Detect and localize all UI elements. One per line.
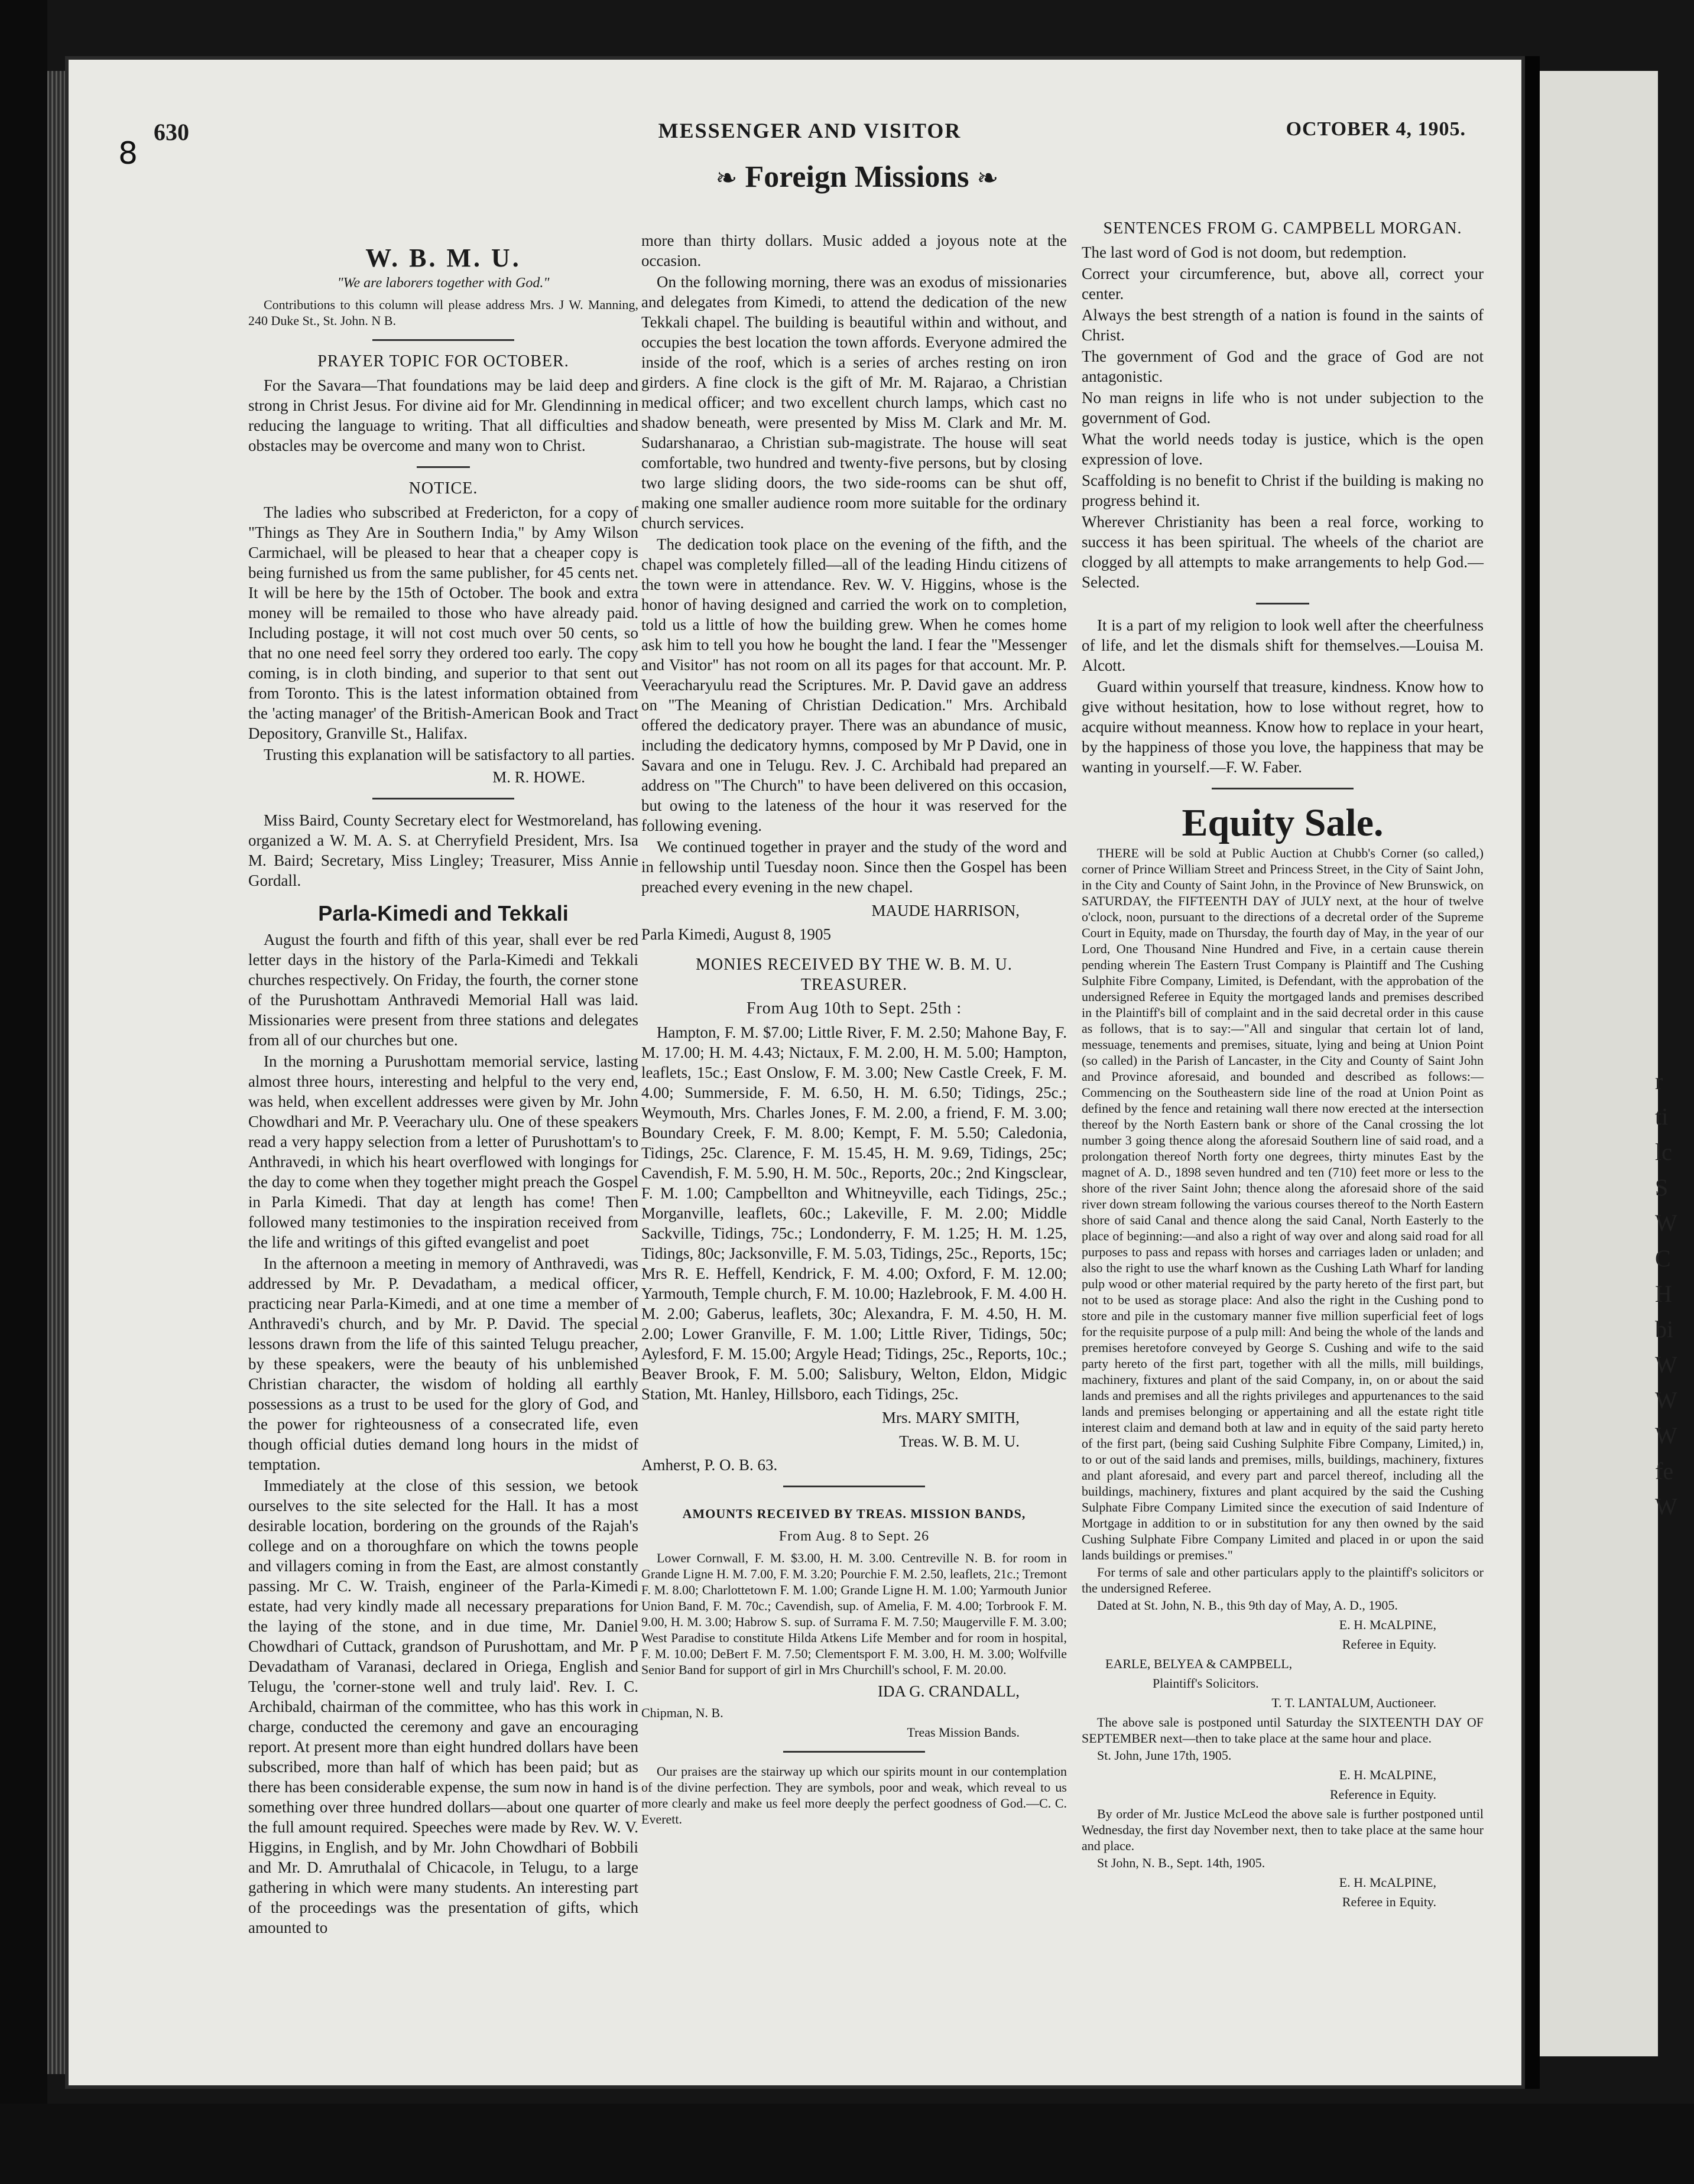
adjacent-page-letters	[1655, 1064, 1690, 1525]
praises-quote: Our praises are the stairway up which our spirits mount in our contemplation of the divine perfection. They are symbols, poor and weak, which reveal to us more clearly and make us feel more deeply the perfect goodness of God.—C. C. Everett.	[641, 1764, 1067, 1826]
band-treasurer: IDA G. CRANDALL,	[878, 1682, 1020, 1700]
monies-heading: MONIES RECEIVED BY THE W. B. M. U. TREASURER.	[696, 956, 1012, 994]
adjacent-letter: C	[1655, 1245, 1671, 1272]
article-paragraph: more than thirty dollars. Music added a joyous note at the occasion.	[641, 232, 1067, 269]
solicitors-title: Plaintiff's Solicitors.	[1153, 1676, 1259, 1691]
adjacent-letter: fe	[1655, 1458, 1674, 1484]
list-item: Correct your circumference, but, above all, correct your center.	[1082, 265, 1484, 303]
divider	[783, 1486, 925, 1487]
amounts-heading: AMOUNTS RECEIVED BY TREAS. MISSION BANDS,	[682, 1506, 1026, 1521]
article-paragraph: We continued together in prayer and the study of the word and in fellowship until Tuesday noon. Since then the Gospel has been preached every evening in the new chapel.	[641, 838, 1067, 896]
referee-title: Referee in Equity.	[1342, 1894, 1436, 1909]
adjacent-page-edge	[1540, 71, 1658, 2056]
list-item: Scaffolding is no benefit to Christ if the building is making no progress behind it.	[1082, 472, 1484, 509]
adjacent-letter: bi	[1655, 1316, 1674, 1343]
adjacent-letter: r	[1655, 1068, 1663, 1094]
article-paragraph: In the afternoon a meeting in memory of Anthravedi, was addressed by Mr. P. Devadatham, a medical officer, practicing near Parla-Kimedi, and at one time a member of Anthravedi's church, and by Mr. P. David. The special lessons drawn from the life of this sainted Telugu preacher, by these speakers, were the beauty of his unblemished Christian character, the wisdom of holding all earthly possessions as a trust to be used for the glory of God, and the power for righteousness of a consecrated life, even though official duties demand long hours in the midst of temptation.	[248, 1254, 638, 1473]
auctioneer: T. T. LANTALUM, Auctioneer.	[1271, 1695, 1436, 1710]
issue-date: OCTOBER 4, 1905.	[1286, 118, 1466, 140]
amounts-list: Lower Cornwall, F. M. $3.00, H. M. 3.00. Centreville N. B. for room in Grande Ligne H. M. 7.00, F. M. 3.20; Pourchie F. M. 2.50, leaflets, 21c.; Tremont F. M. 8.00; Charlottetown F. M. 1.00; Grande Ligne H. M. 1.00; Yarmouth Junior Union Band, F. M. 70c.; Cavendish, sup. of Amelia, F. M. 4.00; Torbrook F. M. 9.00, H. M. 3.00; Habrow S. sup. of Surrama F. M. 7.50; Maugerville F. M. 3.00; West Paradise to constitute Hilda Atkens Life Member and for room in hospital, F. M. 10.00; DeBert F. M. 7.50; Clementsport F. M. 3.00, H. M. 3.00; Wolfville Senior Band for support of girl in Mrs Churchill's school, F. M. 20.00.	[641, 1551, 1067, 1677]
postponed-notice: The above sale is postponed until Saturday the SIXTEENTH DAY OF SEPTEMBER next—then to take place at the same hour and place.	[1082, 1715, 1484, 1746]
postponed-dated: St. John, June 17th, 1905.	[1097, 1748, 1232, 1763]
divider	[1212, 788, 1354, 789]
monies-list: Hampton, F. M. $7.00; Little River, F. M. 2.50; Mahone Bay, F. M. 17.00; H. M. 4.43; Nictaux, F. M. 2.00, H. M. 5.00; Hampton, leaflets, 15c.; East Onslow, F. M. 3.00; New Castle Creek, F. M. 4.00; Summerside, F. M. 6.50, H. M. 6.50; Tidings, 25c.; Weymouth, Mrs. Charles Jones, F. M. 2.00, a friend, F. M. 3.00; Boundary Creek, F. M. 8.00; Kempt, F. M. 5.50; Caledonia, Tidings, 25c. Clarence, F. M. 15.45, H. M. 9.69, Tidings, 25c; Cavendish, F. M. 5.90, H. M. 50c., Reports, 20c.; 2nd Kingsclear, F. M. 1.00; Campbellton and Whitneyville, each Tidings, 25c.; Morganville, leaflets, 60c.; Lakeville, F. M. 2.00; Middle Sackville, Tidings, 75c.; Londonderry, F. M. 1.25; H. M. 1.25, Tidings, 80c; Jacksonville, F. M. 5.03, Tidings, 25c., Reports, 15c; Mrs R. E. Heffell, Kendrick, F. M. 4.00; Oxford, F. M. 12.00; Yarmouth, Temple church, F. M. 10.00; Hazlebrook, F. M. 4.00 H. M. 2.00; Gaberus, leaflets, 30c; Alexandra, F. M. 4.50, H. M. 2.00; Lower Granville, F. M. 1.00; Little River, Tidings, 50c; Aylesford, F. M. 15.00; Argyle Head; Tidings, 25c., Reports, 10c.; Beaver Brook, F. M. 5.00; Salisbury, Welton, Eldon, Midgic Station, Mt. Hanley, Hillsboro, each Tidings, 25c.	[641, 1023, 1067, 1403]
alcott-quote: It is a part of my religion to look well after the cheerfulness of life, and let the dismals shift for themselves.—Louisa M. Alcott.	[1082, 616, 1484, 674]
divider	[417, 466, 470, 468]
list-item: What the world needs today is justice, which is the open expression of love.	[1082, 430, 1484, 468]
list-item: The government of God and the grace of God are not antagonistic.	[1082, 347, 1484, 385]
postponed-dated: St John, N. B., Sept. 14th, 1905.	[1097, 1855, 1265, 1870]
amounts-period: From Aug. 8 to Sept. 26	[778, 1529, 930, 1544]
solicitors-name: EARLE, BELYEA & CAMPBELL,	[1105, 1656, 1293, 1671]
referee-name: E. H. McALPINE,	[1339, 1875, 1436, 1890]
parla-heading: Parla-Kimedi and Tekkali	[318, 901, 569, 925]
divider	[372, 798, 514, 800]
article-paragraph: Immediately at the close of this session, we betook ourselves to the site selected for the Hall. It has a most desirable location, bordering on the grounds of the Rajah's college and on a thoroughfare on which the towns people and villagers coming in from the East, are almost constantly passing. Mr C. W. Traish, engineer of the Parla-Kimedi estate, had very kindly made all necessary preparations for the laying of the stone, and in due time, Mr. Daniel Chowdhari of Cuttack, grandson of Purushottam, and Mr. P Devadatham of Varanasi, declared in Oriega, English and Telugu, the 'corner-stone well and truly laid'. Rev. I. C. Archibald, chairman of the committee, who has this work in charge, conducted the ceremony and gave an encouraging report. At present more than eight hundred dollars have been subscribed, more than half of which has been paid; but as there has been considerable expense, the sum now in hand is something over three hundred dollars—about one quarter of the full amount required. Speeches were made by Rev. W. V. Higgins, in English, and by Mr. John Chowdhari of Bobbili and Mr. D. Amruthalal of Chicacole, in Telugu, to a large gathering in which were many students. An interesting part of the proceedings was the presentation of gifts, which amounted to	[248, 1477, 638, 1936]
article-paragraph: August the fourth and fifth of this year, shall ever be red letter days in the history of the Parla-Kimedi and Tekkali churches respectively. On Friday, the fourth, the corner stone of the Purushottam Anthravedi Memorial Hall was laid. Missionaries were present from three stations and delegates from all of our churches but one.	[248, 931, 638, 1049]
baird-note: Miss Baird, County Secretary elect for Westmoreland, has organized a W. M. A. S. at Cherryfield President, Mrs. Isa M. Baird; Secretary, Miss Lingley; Treasurer, Miss Annie Gordall.	[248, 811, 638, 889]
column-3	[1082, 219, 1484, 1913]
newspaper-name: MESSENGER AND VISITOR	[658, 119, 962, 142]
adjacent-letter: W	[1655, 1422, 1677, 1449]
list-item: The last word of God is not doom, but redemption.	[1082, 243, 1407, 261]
adjacent-letter: H	[1655, 1280, 1672, 1307]
page-number: 630	[154, 119, 189, 145]
section-title	[650, 160, 1064, 194]
column-1	[248, 230, 638, 1939]
list-item: Wherever Christianity has been a real force, working to success it has been spiritual. The wheels of the chariot are clogged by all attempts to make arrangements to help God.—Selected.	[1082, 513, 1484, 591]
band-place: Chipman, N. B.	[641, 1705, 723, 1720]
postponed-notice: By order of Mr. Justice McLeod the above sale is further postponed until Wednesday, the first day November next, then to take place at the same hour and place.	[1082, 1806, 1484, 1853]
scan-border-bottom	[0, 2104, 1694, 2184]
notice-paragraph: Trusting this explanation will be satisfactory to all parties.	[264, 746, 635, 763]
equity-terms: For terms of sale and other particulars apply to the plaintiff's solicitors or the undersigned Referee.	[1082, 1565, 1484, 1595]
faber-quote: Guard within yourself that treasure, kindness. Know how to give without hesitation, how to lose without regret, how to acquire without meanness. Know how to replace in your heart, by the happiness of those you love, the happiness that may be wanting in yourself.—F. W. Faber.	[1082, 678, 1484, 776]
sentences-heading: SENTENCES FROM G. CAMPBELL MORGAN.	[1103, 219, 1462, 238]
column-2	[641, 230, 1067, 1828]
list-item: Always the best strength of a nation is found in the saints of Christ.	[1082, 306, 1484, 344]
adjacent-letter: lc	[1655, 1139, 1672, 1165]
scan-border-left	[0, 0, 47, 2184]
prayer-heading: PRAYER TOPIC FOR OCTOBER.	[317, 352, 569, 370]
notice-heading: NOTICE.	[408, 479, 478, 498]
equity-dated: Dated at St. John, N. B., this 9th day of May, A. D., 1905.	[1097, 1598, 1398, 1613]
referee-name: E. H. McALPINE,	[1339, 1617, 1436, 1632]
treasurer-place: Amherst, P. O. B. 63.	[641, 1456, 778, 1474]
treasurer-title: Treas. W. B. M. U.	[899, 1432, 1020, 1450]
leaf-ornament-icon: ❧	[976, 163, 999, 193]
leaf-ornament-icon: ❧	[715, 163, 738, 193]
wbmu-heading: W. B. M. U.	[365, 243, 521, 272]
list-item: No man reigns in life who is not under subjection to the government of God.	[1082, 389, 1484, 427]
monies-period: From Aug 10th to Sept. 25th :	[746, 999, 962, 1018]
adjacent-letter: W	[1655, 1351, 1677, 1378]
adjacent-letter: W	[1655, 1493, 1677, 1520]
adjacent-letter: S	[1655, 1174, 1669, 1201]
treasurer-name: Mrs. MARY SMITH,	[881, 1409, 1020, 1426]
adjacent-letter: W	[1655, 1210, 1677, 1236]
referee-title: Referee in Equity.	[1342, 1637, 1436, 1652]
band-title: Treas Mission Bands.	[907, 1725, 1020, 1740]
contrib-note: Contributions to this column will please address Mrs. J W. Manning, 240 Duke St., St. John. N B.	[248, 297, 638, 328]
notice-paragraph: The ladies who subscribed at Fredericton, for a copy of "Things as They Are in Southern India," by Amy Wilson Carmichael, will be pleased to hear that a cheaper copy is being furnished us from the same publisher, for 45 cents net. It will be here by the 15th of October. The book and extra money will be remailed to those who have already paid. Including postage, it will not cost much over 50 cents, so that no one need feel sorry they ordered too early. The copy coming, is in cloth binding, and superior to that sent out from Toronto. This is the latest information obtained from the 'acting manager' of the British-American Book and Tract Depository, Granville St., Halifax.	[248, 503, 638, 742]
notice-signer: M. R. HOWE.	[492, 768, 585, 786]
divider	[1256, 603, 1309, 604]
gutter	[1525, 56, 1540, 2089]
referee-name: E. H. McALPINE,	[1339, 1767, 1436, 1782]
divider	[783, 1751, 925, 1753]
article-paragraph: The dedication took place on the evening of the fifth, and the chapel was completely filled—all of the leading Hindu citizens of the town were in attendance. Rev. W. V. Higgins, whose is the honor of having designed and carried the work on to completion, told us a little of how the building grew. When he comes home ask him to tell you how he bought the land. I fear the "Messenger and Visitor" has not room on all its pages for that account. Mr. P. Veeracharyulu read the Scriptures. Mr. P. David gave an address on "The Meaning of Christian Dedication." Mrs. Archibald offered the dedicatory prayer. There was an abundance of music, including the dedicatory hymns, composed by Mr P David, one in Savara and one in Telugu. Rev. J. C. Archibald had prepared an address on "The Church" to have been delivered on this occasion, but owing to the lateness of the hour it was reserved for the following evening.	[641, 535, 1067, 834]
page-header	[154, 118, 1466, 154]
equity-sale-heading: Equity Sale.	[1182, 801, 1384, 844]
handwritten-margin-mark: 8	[118, 136, 138, 171]
article-author: MAUDE HARRISON,	[871, 902, 1020, 919]
sentences-list	[1082, 242, 1484, 592]
adjacent-letter: ti	[1655, 1103, 1669, 1130]
article-place: Parla Kimedi, August 8, 1905	[641, 925, 831, 943]
equity-text: THERE will be sold at Public Auction at Chubb's Corner (so called,) corner of Prince William Street and Princess Street, in the City of Saint John, in the City and County of Saint John, in the Province of New Brunswick, on SATURDAY, the FIFTEENTH DAY of JULY next, at the hour of twelve o'clock, noon, pursuant to the directions of a decretal order of the Supreme Court in Equity, made on Thursday, the fourth day of May, in the year of our Lord, One Thousand Nine Hundred and Five, in a certain cause therein pending wherein The Eastern Trust Company is Plaintiff and The Cushing Sulphite Fibre Company, Limited, is Defendant, with the approbation of the undersigned Referee in Equity the mortgaged lands and premises described in the Plaintiff's bill of complaint and in the said decretal order in this cause as follows, that is to say:—"All and singular that certain lot of land, messuage, tenements and premises, situate, lying and being at Union Point (so called) in the Parish of Lancaster, in the City and County of Saint John and Province aforesaid, and bounded and described as follows:—Commencing on the Southeastern side line of the road at Union Point as defined by the fence and retaining wall there now erected at the intersection thereof by the North Eastern bank or shore of the Canal crossing the lot number 3 going thence along the aforesaid Southern line of said road, and a prolongation thereof North forty one degrees, thirty minutes East by the magnet of A. D., 1898 seven hundred and ten (710) feet more or less to the shore of the river Saint John; thence along the aforesaid shore of the said river down stream following the various courses thereof to the North Eastern shore of said Canal and thence along the said Canal, North Easterly to the place of beginning:—and also a right of way over and along said road for all purposes to pass and repass with horses and carriages laden or unladen; and also the right to use the wharf known as the Cushing Lath Wharf for landing pulp wood or other material required by the party hereto of the first part, but not to be used as storage place: And also the right in the Cushing pond to store and pile in the customary manner five million superficial feet of logs for the requisite purpose of a pulp mill: And being the whole of the lands and premises heretofore conveyed by George S. Cushing and wife to the said party hereto of the first part, together with all the mills, mill buildings, machinery, fixtures and plant of the said Company, in, on or about the said lands and premises and all the rights privileges and appurtenances to the said lands and premises belonging or appertaining and all the estate right title interest claim and demand both at law and in equity of the said party hereto of the first part, (being said Cushing Sulphite Fibre Company, Limited,) in, to or out of the said lands and premises, mills, buildings, machinery, fixtures and plant aforesaid, and every part and parcel thereof, including all the buildings, machinery, fixtures and plant acquired by the said the Cushing Sulphate Fibre Company Limited since the execution of said Indenture of Mortgage in addition to or in substitution for any then owned by the said Cushing Sulphate Fibre Company Limited and placed in or upon the said lands buildings or premises."	[1082, 846, 1484, 1562]
divider	[372, 339, 514, 341]
adjacent-letter: W	[1655, 1387, 1677, 1413]
referee-title: Reference in Equity.	[1330, 1787, 1436, 1802]
article-paragraph: In the morning a Purushottam memorial service, lasting almost three hours, interesting and helpful to the very end, was held, when excellent addresses were given by Mr. John Chowdhari and Mr. P. Veerachary ulu. One of these speakers read a very happy selection from a letter of Purushottam's to Anthravedi, in which his heart overflowed with longings for the day to come when they together might preach the Gospel in Parla Kimedi. That day at length has come! Then followed many testimonies to the inspiration received from the life and writings of this gifted evangelist and poet	[248, 1052, 638, 1251]
article-paragraph: On the following morning, there was an exodus of missionaries and delegates from Kimedi, to attend the dedication of the new Tekkali chapel. The building is beautiful within and without, and occupies the best location the town affords. Everyone admired the inside of the roof, which is a series of arches resting on iron girders. A fine clock is the gift of Mr. M. Rajarao, a Christian medical officer; and two excellent church lamps, which cast no shadow beneath, were presented by Miss M. Clark and Mr. M. Sudarshanarao, a Christian sub-magistrate. The house will seat comfortable, two hundred and twenty-five persons, but by closing two large sliding doors, the two side-rooms can be shut off, making one smaller audience room more suitable for the ordinary church services.	[641, 273, 1067, 532]
wbmu-motto: "We are laborers together with God."	[337, 275, 550, 291]
section-title-text: Foreign Missions	[745, 160, 969, 194]
prayer-text: For the Savara—That foundations may be laid deep and strong in Christ Jesus. For divine aid for Mr. Glendinning in reducing the language to writing. That all difficulties and obstacles may be overcome and many won to Christ.	[248, 376, 638, 454]
